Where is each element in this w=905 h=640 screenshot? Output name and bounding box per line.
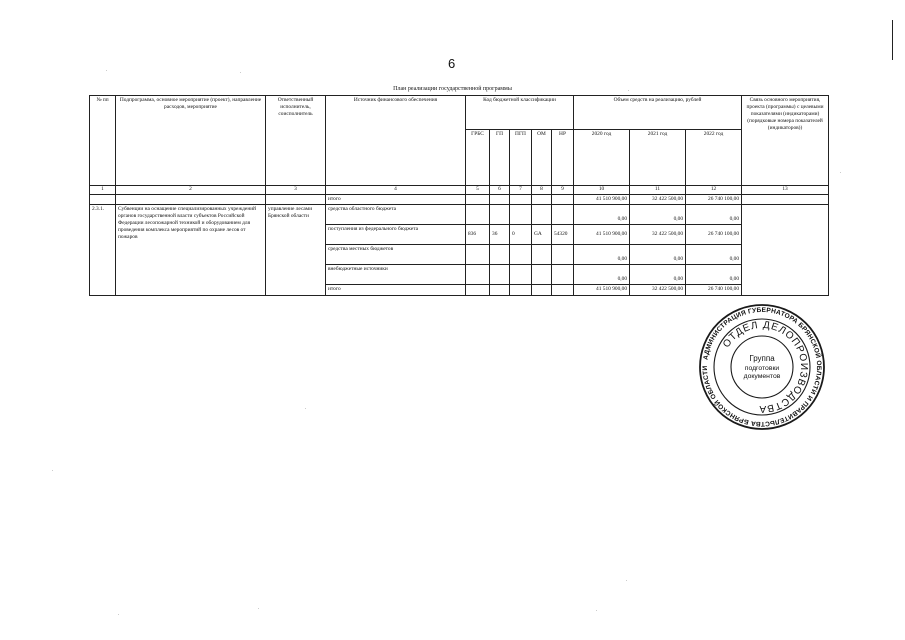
col-number: 13 — [742, 186, 829, 195]
scan-edge-line — [892, 20, 893, 60]
header-indicator-link: Связь основного мероприятия, проекта (программы) с целевыми показателями (индикаторами) (порядковые номера показателей (индикаторов)) — [742, 96, 829, 186]
source-label: итого — [326, 285, 466, 296]
stamp-center-line3: документов — [743, 373, 781, 380]
stamp-ring-text: АДМИНИСТРАЦИЯ ГУБЕРНАТОРА БРЯНСКОЙ ОБЛАСТИ И ПРАВИТЕЛЬСТВА БРЯНСКОЙ ОБЛАСТИ — [701, 306, 823, 428]
col-number: 2 — [116, 186, 266, 195]
gp-code: 36 — [490, 225, 510, 245]
om-code: GA — [532, 225, 552, 245]
amount-2021: 32 422 500,00 — [630, 195, 686, 205]
scan-speck — [106, 70, 107, 71]
header-program: Подпрограмма, основное мероприятие (проект), направление расходов, мероприятие — [116, 96, 266, 186]
header-year-2020: 2020 год — [574, 130, 630, 186]
header-source: Источник финансового обеспечения — [326, 96, 466, 186]
amount-2021: 0,00 — [630, 245, 686, 265]
col-number: 5 — [466, 186, 490, 195]
amount-2020: 0,00 — [574, 245, 630, 265]
scan-speck — [52, 470, 53, 471]
column-number-row — [90, 186, 829, 195]
scan-speck — [118, 614, 119, 615]
header-year-2022: 2022 год — [686, 130, 742, 186]
stamp-center-line2: подготовки — [744, 365, 780, 372]
col-number: 8 — [532, 186, 552, 195]
implementation-plan-table — [89, 95, 829, 296]
col-number: 3 — [266, 186, 326, 195]
header-funds: Объем средств на реализацию, рублей — [574, 96, 742, 130]
amount-2021: 32 422 500,00 — [630, 225, 686, 245]
header-year-2021: 2021 год — [630, 130, 686, 186]
source-label: итого — [326, 195, 466, 205]
page-number: 6 — [448, 56, 456, 71]
item-name: Субвенции на оснащение специализированных учреждений органов государственной власти субъектов Российской Федерации лесопожарной техникой и оборудованием для проведения комплекса мероприятий по охране лесов от пожаров — [116, 205, 266, 296]
item-executor: управление лесами Брянской области — [266, 205, 326, 296]
amount-2020: 41 510 900,00 — [574, 225, 630, 245]
source-label: поступления из федерального бюджета — [326, 225, 466, 245]
col-number: 1 — [90, 186, 116, 195]
header-num: № пп — [90, 96, 116, 186]
col-number: 4 — [326, 186, 466, 195]
amount-2021: 32 422 500,00 — [630, 285, 686, 296]
source-label: средства местных бюджетов — [326, 245, 466, 265]
header-gp: ГП — [490, 130, 510, 186]
source-label: внебюджетные источники — [326, 265, 466, 285]
amount-2021: 0,00 — [630, 265, 686, 285]
amount-2022: 0,00 — [686, 265, 742, 285]
nr-code: 54320 — [552, 225, 574, 245]
amount-2020: 41 510 900,00 — [574, 195, 630, 205]
table-row — [90, 205, 829, 225]
stamp-center-line1: Группа — [749, 354, 775, 363]
col-number: 10 — [574, 186, 630, 195]
scan-speck — [840, 172, 841, 173]
pgp-code: 0 — [510, 225, 532, 245]
amount-2022: 0,00 — [686, 245, 742, 265]
header-budget-code: Код бюджетной классификации — [466, 96, 574, 130]
col-number: 9 — [552, 186, 574, 195]
header-nr: НР — [552, 130, 574, 186]
col-number: 12 — [686, 186, 742, 195]
top-total-row — [90, 195, 829, 205]
header-executor: Ответственный исполнитель, соисполнитель — [266, 96, 326, 186]
header-row — [90, 96, 829, 130]
stamp-inner-text: ОТДЕЛ ДЕЛОПРОИЗВОДСТВА — [721, 319, 810, 415]
amount-2022: 26 740 100,00 — [686, 285, 742, 296]
amount-2022: 0,00 — [686, 205, 742, 225]
amount-2020: 0,00 — [574, 205, 630, 225]
scan-speck — [240, 72, 241, 73]
document-title: План реализации государственной программы — [393, 86, 512, 92]
amount-2021: 0,00 — [630, 205, 686, 225]
stamp-seal — [698, 303, 826, 431]
header-grbs: ГРБС — [466, 130, 490, 186]
col-number: 6 — [490, 186, 510, 195]
item-number: 2.3.1. — [90, 205, 116, 296]
amount-2020: 0,00 — [574, 265, 630, 285]
indicator-link-cell — [742, 205, 829, 296]
col-number: 11 — [630, 186, 686, 195]
header-pgp: ПГП — [510, 130, 532, 186]
amount-2022: 26 740 100,00 — [686, 225, 742, 245]
amount-2020: 41 510 900,00 — [574, 285, 630, 296]
scan-speck — [626, 580, 627, 581]
scan-speck — [305, 408, 306, 409]
source-label: средства областного бюджета — [326, 205, 466, 225]
grbs-code: 836 — [466, 225, 490, 245]
header-om: ОМ — [532, 130, 552, 186]
col-number: 7 — [510, 186, 532, 195]
scan-speck — [596, 610, 597, 611]
amount-2022: 26 740 100,00 — [686, 195, 742, 205]
scan-speck — [258, 608, 259, 609]
